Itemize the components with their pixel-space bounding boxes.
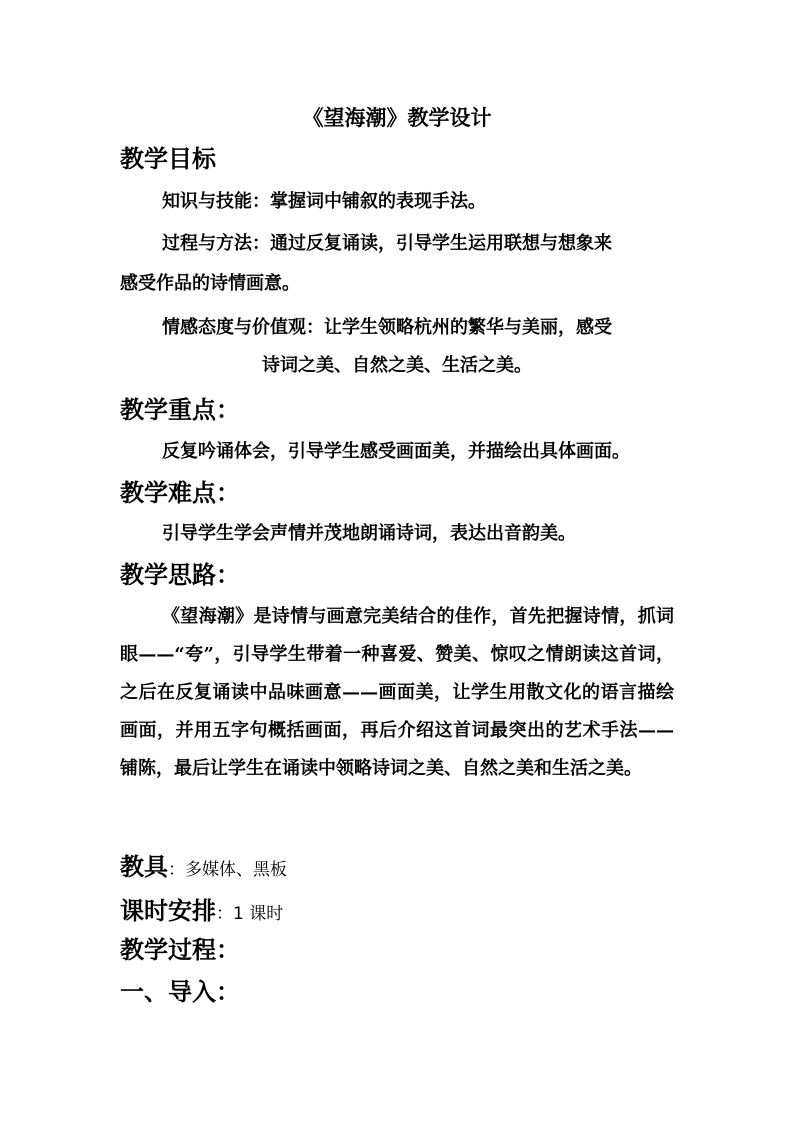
intro-heading: 一、导入： [120, 977, 240, 1006]
schedule-line [120, 893, 674, 932]
objectives-heading: 教学目标 [120, 144, 216, 173]
objective-process-line2: 感受作品的诗情画意。 [120, 273, 300, 294]
tools-line [120, 849, 674, 888]
tools-value: ：多媒体、黑板 [168, 860, 287, 880]
document-title: 《望海潮》教学设计 [302, 105, 492, 130]
objective-emotion-line1: 情感态度与价值观：让学生领略杭州的繁华与美丽，感受 [162, 317, 612, 338]
schedule-value: ：1 课时 [216, 904, 284, 924]
difficulties-text: 引导学生学会声情并茂地朗诵诗词，表达出音韵美。 [162, 523, 576, 544]
key-points-heading: 教学重点： [120, 395, 240, 424]
schedule-label: 课时安排 [120, 896, 216, 925]
difficulties-heading: 教学难点： [120, 478, 240, 507]
approach-text: 《望海潮》是诗情与画意完美结合的佳作，首先把握诗情，抓词眼——“夸”，引导学生带着一种喜爱、赞美、惊叹之情朗读这首词，之后在反复诵读中品味画意——画面美，让学生用散文化的语言描绘画面，并用五字句概括画面，再后介绍这首词最突出的艺术手法——铺陈，最后让学生在诵读中领略诗词之美、自然之美和生活之美。 [120, 606, 674, 779]
objective-emotion-line2: 诗词之美、自然之美、生活之美。 [262, 355, 532, 376]
approach-heading: 教学思路： [120, 560, 240, 589]
key-points-text: 反复吟诵体会，引导学生感受画面美，并描绘出具体画面。 [162, 441, 630, 462]
objective-knowledge: 知识与技能：掌握词中铺叙的表现手法。 [162, 191, 486, 212]
tools-label: 教具 [120, 852, 168, 881]
process-heading: 教学过程： [120, 935, 240, 964]
objective-process-line1: 过程与方法：通过反复诵读，引导学生运用联想与想象来 [162, 233, 612, 254]
